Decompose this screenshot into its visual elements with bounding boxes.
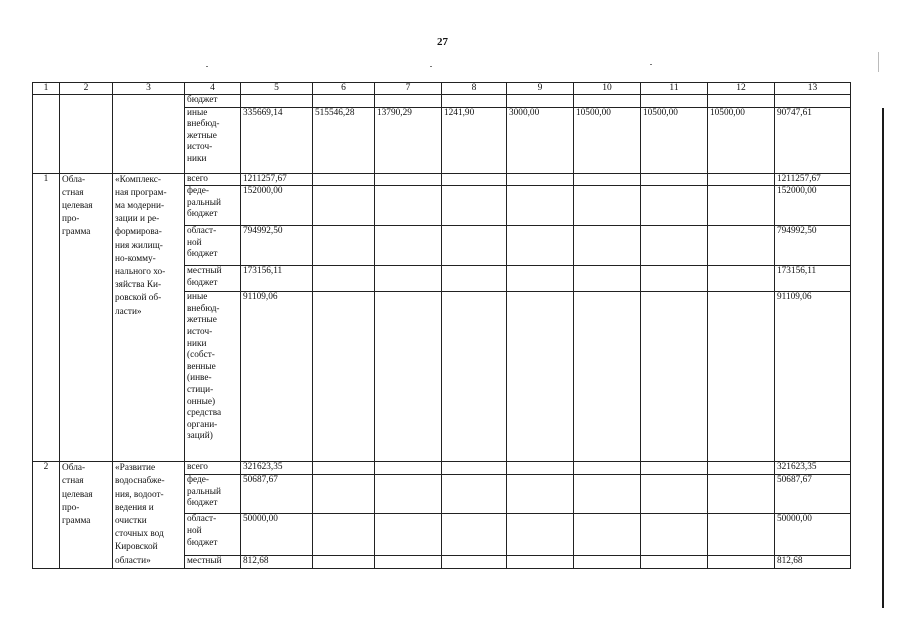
col-header: 8: [442, 83, 507, 95]
cell-type: [60, 95, 113, 174]
program-type: Обла- стная целевая про- грамма: [60, 173, 113, 462]
cell-source: всего: [185, 173, 241, 186]
program-type: Обла- стная целевая про- грамма: [60, 462, 113, 569]
cell-value: 173156,11: [775, 266, 851, 292]
cell-value: 794992,50: [775, 226, 851, 266]
cell-value: 50687,67: [241, 475, 313, 514]
col-header: 11: [641, 83, 708, 95]
cell-source: област- ной бюджет: [185, 226, 241, 266]
cell-value: 173156,11: [241, 266, 313, 292]
cell-value: 812,68: [241, 555, 313, 568]
program-number: 2: [33, 462, 60, 569]
cell-value: 515546,28: [313, 107, 375, 173]
cell-value: 10500,00: [574, 107, 641, 173]
cell-value: [708, 95, 775, 108]
cell-number: [33, 95, 60, 174]
cell-value: 321623,35: [775, 462, 851, 475]
col-header: 10: [574, 83, 641, 95]
cell-value: [375, 95, 442, 108]
col-header: 13: [775, 83, 851, 95]
cell-value: 10500,00: [708, 107, 775, 173]
cell-source: област- ной бюджет: [185, 514, 241, 555]
cell-value: [574, 95, 641, 108]
cell-value: [775, 95, 851, 108]
col-header: 1: [33, 83, 60, 95]
cell-value: 91109,06: [775, 292, 851, 462]
table-row: [33, 95, 851, 108]
cell-value: 50000,00: [775, 514, 851, 555]
col-header: 12: [708, 83, 775, 95]
scan-speck: [206, 66, 208, 67]
page-number: 27: [437, 36, 448, 48]
cell-source: всего: [185, 462, 241, 475]
cell-value: 90747,61: [775, 107, 851, 173]
cell-name: [113, 95, 185, 174]
scan-edge-mark: [878, 52, 879, 72]
budget-table: [32, 82, 851, 569]
cell-value: 1211257,67: [241, 173, 313, 186]
scan-speck: [430, 66, 432, 67]
scan-edge-bar: [882, 108, 884, 608]
cell-value: 335669,14: [241, 107, 313, 173]
col-header: 2: [60, 83, 113, 95]
col-header: 5: [241, 83, 313, 95]
cell-value: [313, 95, 375, 108]
cell-value: 1241,90: [442, 107, 507, 173]
cell-source: иные внебюд- жетные источ- ники: [185, 107, 241, 173]
cell-value: 812,68: [775, 555, 851, 568]
cell-value: 50687,67: [775, 475, 851, 514]
cell-value: 50000,00: [241, 514, 313, 555]
cell-value: 152000,00: [241, 186, 313, 226]
scan-speck: [650, 64, 652, 65]
cell-value: 3000,00: [507, 107, 574, 173]
cell-value: [641, 95, 708, 108]
program-name: «Развитие водоснабже- ния, водоот- ведения и очистки сточных вод Кировской области»: [113, 462, 185, 569]
cell-value: 321623,35: [241, 462, 313, 475]
cell-source: иные внебюд- жетные источ- ники (собст- венные (инве- стици- онные) средства органи- заций): [185, 292, 241, 462]
cell-value: [241, 95, 313, 108]
cell-value: 152000,00: [775, 186, 851, 226]
program-number: 1: [33, 173, 60, 462]
cell-value: 10500,00: [641, 107, 708, 173]
col-header: 4: [185, 83, 241, 95]
cell-value: 1211257,67: [775, 173, 851, 186]
cell-value: 91109,06: [241, 292, 313, 462]
cell-source: местный бюджет: [185, 266, 241, 292]
col-header: 7: [375, 83, 442, 95]
col-header: 9: [507, 83, 574, 95]
col-header: 6: [313, 83, 375, 95]
cell-value: 794992,50: [241, 226, 313, 266]
cell-value: [442, 95, 507, 108]
cell-source: феде- ральный бюджет: [185, 475, 241, 514]
header-row: [33, 83, 851, 95]
table-row: [33, 462, 851, 475]
cell-source: бюджет: [185, 95, 241, 108]
cell-source: феде- ральный бюджет: [185, 186, 241, 226]
table-row: [33, 173, 851, 186]
col-header: 3: [113, 83, 185, 95]
cell-source: местный: [185, 555, 241, 568]
cell-value: 13790,29: [375, 107, 442, 173]
cell-value: [507, 95, 574, 108]
program-name: «Комплекс- ная програм- ма модерни- зации и ре- формирова- ния жилищ- но-комму- нального хо- зяйства Ки- ровской об- ласти»: [113, 173, 185, 462]
